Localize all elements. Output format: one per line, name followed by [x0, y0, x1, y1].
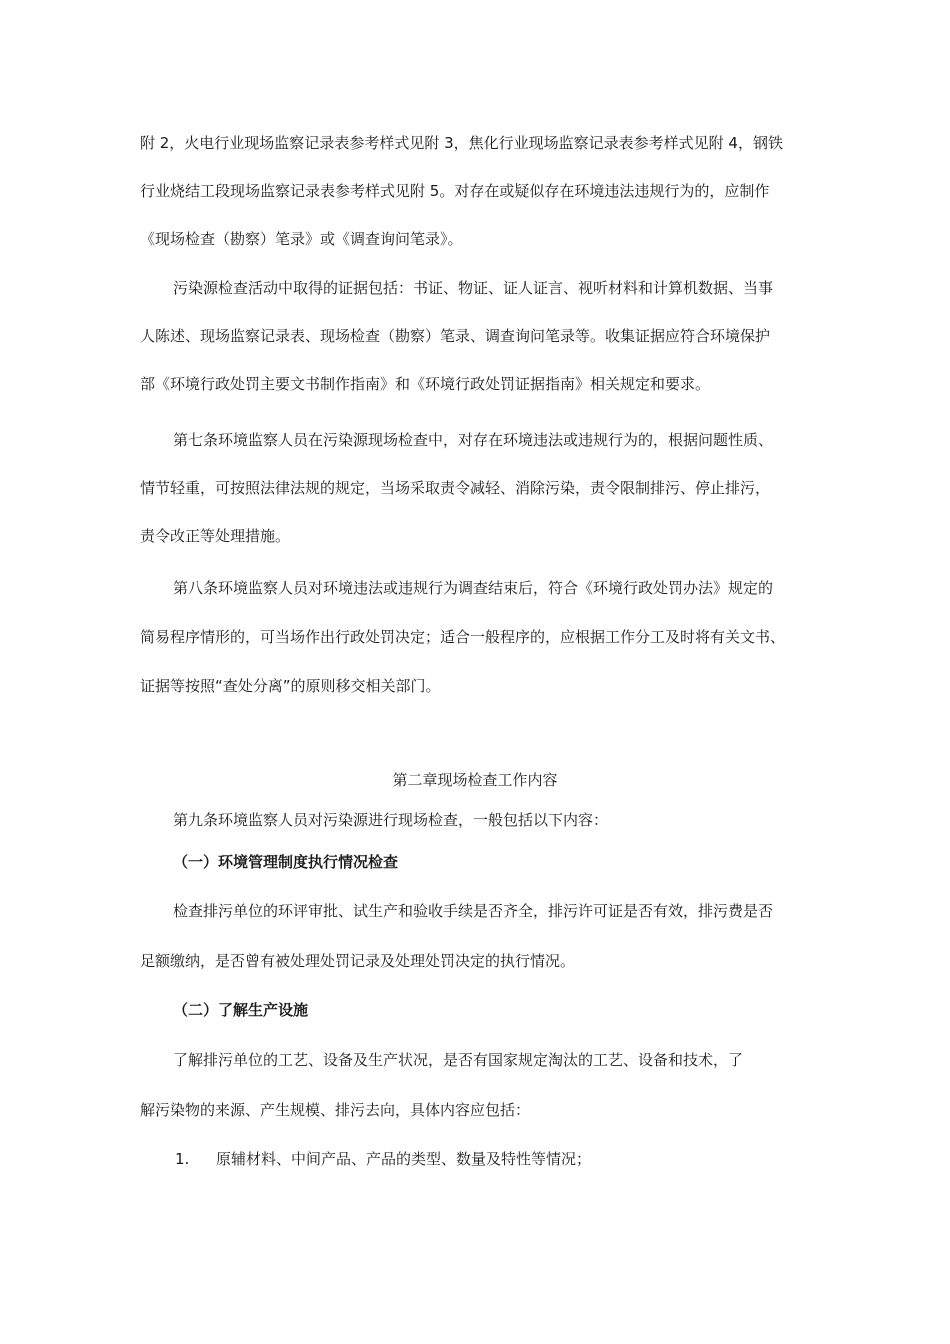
article-7-line: 情节轻重，可按照法律法规的规定，当场采取责令减轻、消除污染，责令限制排污、停止排污，	[140, 479, 771, 497]
section-heading: （一）环境管理制度执行情况检查	[173, 853, 399, 871]
list-item-text: 原辅材料、中间产品、产品的类型、数量及特性等情况；	[216, 1150, 592, 1168]
paragraph-line: 部《环境行政处罚主要文书制作指南》和《环境行政处罚证据指南》相关规定和要求。	[140, 375, 711, 393]
article-8-line: 证据等按照“查处分离”的原则移交相关部门。	[140, 677, 441, 695]
section-1-line: 足额缴纳，是否曾有被处理处罚记录及处理处罚决定的执行情况。	[140, 952, 576, 970]
section-2-line: 解污染物的来源、产生规模、排污去向，具体内容应包括：	[140, 1101, 531, 1119]
article-8-line: 简易程序情形的，可当场作出行政处罚决定；适合一般程序的，应根据工作分工及时将有关文书、	[140, 628, 786, 646]
paragraph-line: 《现场检查（勘察）笔录》或《调查询问笔录》。	[140, 230, 463, 248]
paragraph-line: 人陈述、现场监察记录表、现场检查（勘察）笔录、调查询问笔录等。收集证据应符合环境保护	[140, 327, 771, 345]
chapter-title: 第二章现场检查工作内容	[392, 771, 558, 789]
article-9-line: 第九条环境监察人员对污染源进行现场检查，一般包括以下内容：	[173, 811, 609, 829]
list-item-number: 1.	[175, 1150, 190, 1168]
section-heading: （二）了解生产设施	[173, 1001, 309, 1019]
section-1-line: 检查排污单位的环评审批、试生产和验收手续是否齐全，排污许可证是否有效，排污费是否	[173, 902, 774, 920]
paragraph-line: 污染源检查活动中取得的证据包括：书证、物证、证人证言、视听材料和计算机数据、当事	[173, 279, 774, 297]
article-7-line: 责令改正等处理措施。	[140, 527, 291, 545]
section-2-line: 了解排污单位的工艺、设备及生产状况，是否有国家规定淘汰的工艺、设备和技术，了	[173, 1051, 744, 1069]
paragraph-line: 附 2，火电行业现场监察记录表参考样式见附 3，焦化行业现场监察记录表参考样式见附 4，钢铁	[140, 134, 783, 152]
paragraph-line: 行业烧结工段现场监察记录表参考样式见附 5。对存在或疑似存在环境违法违规行为的，应制作	[140, 182, 770, 200]
article-8-line: 第八条环境监察人员对环境违法或违规行为调查结束后，符合《环境行政处罚办法》规定的	[173, 579, 774, 597]
article-7-line: 第七条环境监察人员在污染源现场检查中，对存在环境违法或违规行为的，根据问题性质、	[173, 431, 774, 449]
